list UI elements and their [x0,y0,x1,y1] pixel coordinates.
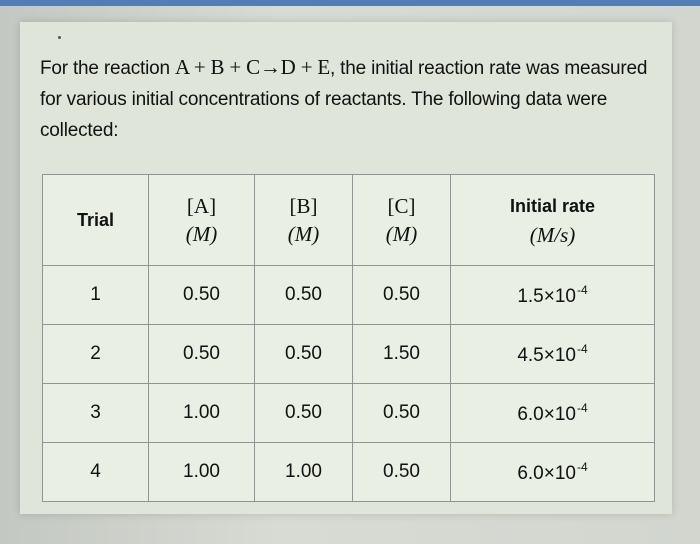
rate-data-table [42,174,655,502]
cell-b: 1.00 [255,443,353,502]
cell-c: 0.50 [353,384,451,443]
rate-base: 4.5×10 [517,344,576,366]
cell-b: 0.50 [255,325,353,384]
rate-exponent: -4 [576,282,588,297]
cell-trial: 4 [43,443,149,502]
header-b-label: [B] [289,194,318,218]
rate-base: 6.0×10 [517,462,576,484]
header-b-unit: (M) [287,222,320,246]
cell-trial: 1 [43,266,149,325]
question-text [40,52,650,146]
question-body: , the initial reaction rate was measured for various initial concentrations of reactants. The following data were collected: [40,58,648,141]
cell-rate [451,325,655,384]
header-rate-label: Initial rate [509,196,596,216]
header-c-unit: (M) [385,222,418,246]
cell-trial: 3 [43,384,149,443]
cell-a: 0.50 [149,325,255,384]
header-c-label: [C] [387,194,416,218]
rate-base: 6.0×10 [517,403,576,425]
header-conc-b [255,175,353,266]
table-row [43,443,655,502]
header-rate-unit: (M/s) [529,223,576,247]
cell-trial: 2 [43,325,149,384]
window-top-bar [0,0,700,6]
header-a-label: [A] [186,194,217,218]
header-trial: Trial [43,175,149,266]
cell-c: 1.50 [353,325,451,384]
cell-b: 0.50 [255,384,353,443]
header-a-unit: (M) [185,222,218,246]
rate-base: 1.5×10 [517,285,576,307]
table-row [43,266,655,325]
header-conc-c [353,175,451,266]
rate-exponent: -4 [576,400,588,415]
cell-a: 1.00 [149,443,255,502]
cell-rate [451,266,655,325]
cell-a: 0.50 [149,266,255,325]
cell-rate [451,443,655,502]
cell-c: 0.50 [353,443,451,502]
reaction-equation: A + B + C→D + E [174,55,331,79]
table-header-row [43,175,655,266]
header-initial-rate [451,175,655,266]
cell-b: 0.50 [255,266,353,325]
rate-exponent: -4 [576,341,588,356]
question-intro: For the reaction [40,58,170,79]
cell-a: 1.00 [149,384,255,443]
cell-rate [451,384,655,443]
rate-exponent: -4 [576,459,588,474]
table-row [43,325,655,384]
header-conc-a [149,175,255,266]
table-row [43,384,655,443]
bullet-dot [58,36,61,39]
cell-c: 0.50 [353,266,451,325]
